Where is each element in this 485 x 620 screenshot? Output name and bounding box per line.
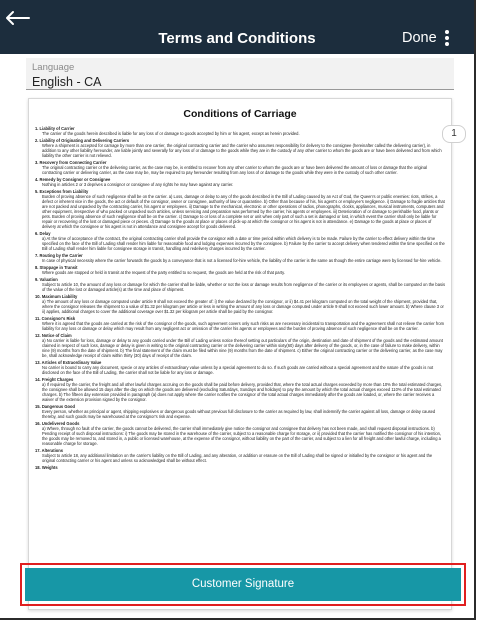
document-section xyxy=(35,316,445,331)
document-section xyxy=(35,177,445,187)
section-text: a) The amount of any loss or damage computed under article 9 shall not exceed the greater of: i) the value declared by the consignor, or ii) $4.41 per kilogram computed on the total weight of the shipment, provided that, where the consignor releases the shipment to a value of $1.32 per kilogram per article or less in writing the amount of any loss or damage computed under article 9 shall not exceed such lower amount. b) Where clause 3 or ii) applies, additional charges to cover the additional coverage over $1.32 per kilogram per article shall be paid by the consignor. xyxy=(42,299,444,314)
section-heading: 18. Weights xyxy=(35,465,58,470)
section-heading: 3. Recovery from Connecting Carrier xyxy=(35,160,107,165)
section-text: Nothing in articles 2 or 3 deprives a consignor or consignee of any rights he may have against any carrier. xyxy=(42,182,234,187)
signature-highlight xyxy=(20,563,466,606)
section-heading: 10. Maximum Liability xyxy=(35,294,78,299)
document-section xyxy=(35,294,445,314)
document-section xyxy=(35,333,445,358)
language-value: English - CA xyxy=(32,75,102,89)
section-heading: 17. Alterations xyxy=(35,448,64,453)
kebab-menu-icon[interactable] xyxy=(442,30,452,46)
section-text: Every person, whether as principal or agent, shipping explosives or dangerous goods without previous full disclosure to the carrier as required by law, shall indemnify the carrier against all loss, damage or delay caused thereby, and such goods may be warehoused at the consignor's risk and expense. xyxy=(42,409,436,419)
section-heading: 15. Dangerous Good xyxy=(35,404,76,409)
document-section xyxy=(35,126,445,136)
document-section xyxy=(35,421,445,446)
document-title: Conditions of Carriage xyxy=(183,108,297,120)
section-text: a) No carrier is liable for loss, damage or delay to any goods carried under the Bill of Lading unless notice thereof setting out particulars of the origin, destination and date of shipment of the goods and the estimated amount claimed in respect of such loss, damage or delay is given in writing to the original contracting carrier or the delivering carrier within sixty(60) days after delivery of the goods, or, in the case of failure to make delivery, within nine (9) months from the date of shipment. b) The final statement of the claim must be filed within nine (9) months from the date of shipment. c) Either the original contracting carrier or the delivering carrier, as the case may be, shall acknowledge receipt of claim within thirty (30) days of receipt of the claim. xyxy=(42,338,443,358)
section-text: a) If required by the carrier, the freight and all other lawful charges accruing on the goods shall be paid before delivery, provided that, where the total actual charges exceeded by more than 10% the total estimated charges, the consignee shall be allowed 15 days after the day on which the goods are delivered (excluding Saturdays, Sundays and holidays) to pay the amount by which the total actual charges exceed 110% of the total estimated charges. b) The fifteen day extension provided in paragraph (a) does not apply where the carrier notifies the consignor of the total actual charges immediately after the goods are loaded, or, where the carrier receives a waiver of the extension provision signed by the consignor. xyxy=(42,382,443,402)
section-text: The original contracting carrier or the delivering carrier, as the case may be, is entitled to recover from any other carrier to whom the goods are or have been delivered the amount of loss or damage that the original contracting carrier or delivering carrier, as the case may be, may be required to pay hereunder resulting from any loss of or damage to the goods while they were in the custody of such other carrier. xyxy=(42,165,428,175)
customer-signature-button[interactable]: Customer Signature xyxy=(25,568,461,601)
section-text: Subject to article 10, the amount of any loss or damage for which the carrier shall be liable, whether or not the loss or damage results from negligence of the carrier or its employees or agents, shall be computed on the basis of the value of the lost or damaged article(s) at the time and place of shipment. xyxy=(42,282,445,292)
section-heading: 11. Consignor's Risk xyxy=(35,316,76,321)
section-text: Subject to article 18, any additional limitation on the carrier's liability on the Bill of Lading, and any alteration, or addition or erasure on the Bill of Lading shall be signed or initialled by the consignor or his agent and the original contracting carrier or his agent and unless so acknowledged shall be without effect. xyxy=(42,453,433,463)
section-heading: 6. Delay xyxy=(35,231,51,236)
page-title: Terms and Conditions xyxy=(158,30,316,47)
document-section xyxy=(35,253,445,263)
document-section xyxy=(35,138,445,158)
section-text: No carrier is bound to carry any document, specie or any articles of extraordinary value unless by a special agreement to do so. If such goods are carried without a special agreement and the nature of the goods is not disclosed on the face of the Bill of Lading, the carrier shall not be liable for any loss or damage. xyxy=(42,365,434,375)
section-text: The carrier of the goods herein described is liable for any loss of or damage to goods accepted by him or his agent, except as herein provided. xyxy=(42,131,300,136)
section-heading: 16. Undelivered Goods xyxy=(35,421,80,426)
section-text: a) Where, through no fault of the carrier, the goods cannot be delivered, the carrier shall immediately give notice the consignor and consignee that delivery has not been made, and shall request disposal instructions. b) Pending receipt of such disposal instructions: i) The goods may be stored in the warehouse of the carrier, subject to a reasonable charge for storage, or ii) provided that the carrier has notified the consignor of his intention, the goods may be removed to, and stored in, a public or licensed warehouse, at the expense of the consignor, without liability on the part of the carrier, and subject to a lien for all freight and other lawful charge, including a reasonable charge for storage. xyxy=(42,426,442,446)
done-button[interactable]: Done xyxy=(402,30,437,46)
document-section xyxy=(35,160,445,175)
section-heading: 14. Freight Charges xyxy=(35,377,74,382)
section-heading: 1. Liability of Carrier xyxy=(35,126,75,131)
section-text: Where goods are stopped or held in transit at the request of the party entitled to so request, the goods are held at the risk of that party. xyxy=(42,270,285,275)
section-heading: 2. Liability of Originating and Delivering Carriers xyxy=(35,138,130,143)
section-text: Where a shipment is accepted for carriage by more than one carrier, the original contracting carrier and the carrier who assumes responsibility for delivery to the consignee (hereinafter called the delivering carrier), in addition to any other liability hereunder, are liable jointly and severally for any loss of or damage to the goods while they are in the custody of any other carrier to whom the goods are or have been delivered and from which liability the other carrier is not relieved. xyxy=(42,143,442,158)
document-section xyxy=(35,465,445,470)
page-number-badge: 1 xyxy=(442,125,466,143)
document-section xyxy=(35,189,445,229)
section-text: a) At the time of acceptance of the contract, the original contracting carrier shall provide the consignor with a date or time period within which delivery is to be made. Failure by the carrier to effect delivery within the time specified on the face of the Bill of Lading shall render him liable for reasonable food and lodging expenses incurred by the consignee. b) Failure by the carrier to accept delivery when tendered within the time specified on the Bill of Lading shall render him liable for consignee storage in transit, handling and redelivery charges incurred by the carrier. xyxy=(42,236,445,251)
language-select[interactable] xyxy=(26,58,454,90)
document-viewer[interactable] xyxy=(28,98,452,610)
section-heading: 9. Valuation xyxy=(35,277,58,282)
header-bar xyxy=(0,0,474,54)
document-section xyxy=(35,448,445,463)
section-text: In case of physical necessity where the carrier forwards the goods by a conveyance that is not a licensed for-hire vehicle, the liability of the carrier is the same as though the entire carriage were by licensed for-hire vehicle. xyxy=(42,258,442,263)
section-heading: 4. Remedy by Consignor or Consignee xyxy=(35,177,111,182)
section-text: Burden of proving absence of such negligence shall be on the carrier. a) Loss, damage or delay to any of the goods described in the Bill of Lading caused by an Act of God, the Queen's or public enemies: riots, strikes, a defect or inherent vice in the goods, the act or default of the consignor, owner or consignee, authority of law or quarantine. b) Other than because of his, his agent's or employee's negligence. i) Damage to fragile articles that are not packed and unpacked by the contracting carrier, his agent or employees. ii) Damage to the mechanical, electronic or other operations of radios, phonographs, clocks, appliances, musical instruments, computers and other equipment, irrespective of who packed or unpacked such articles, unless servicing and preparation was performed by the carrier, his agents or employees. iii) Deterioration of or damage to perishable food, plants or pets. Burden of proving absence of such negligence shall be on the carrier. c) Damage to or loss of a complete set or unit when only part of such a set is damaged or lost, in which event the carrier shall only be liable for repair or recovering of the lost or damaged piece or pieces. d) Damage to the goods at place or places of pick-up at which the consignor or his agent is not in attendance. e) Damage to the goods at place or places of delivery at which the consignee or his agent is not in attendance and consignee accept for goods delivered. xyxy=(42,194,445,229)
section-heading: 7. Routing by the Carrier xyxy=(35,253,83,258)
section-heading: 8. Stoppage in Transit xyxy=(35,265,78,270)
section-text: Where it is agreed that the goods are carried at the risk of the consignor of the goods, such agreement covers only such risks as are necessary incidental to transportation and the agreement shall not relieve the carrier from liability for any loss or damage or delay which may result from any negligent act or omission of the carrier his agents or employees and the burden of proving absence of such negligence shall be on the carrier. xyxy=(42,321,445,331)
document-section xyxy=(35,377,445,402)
document-section xyxy=(35,360,445,375)
section-heading: 13. Articles of Extraordinary Value xyxy=(35,360,102,365)
section-heading: 5. Exceptions from Liability xyxy=(35,189,89,194)
document-body xyxy=(35,124,445,470)
document-section xyxy=(35,277,445,292)
language-label: Language xyxy=(32,62,75,73)
document-section xyxy=(35,404,445,419)
document-section xyxy=(35,231,445,251)
section-heading: 12. Notice of Claim xyxy=(35,333,72,338)
document-section xyxy=(35,265,445,275)
